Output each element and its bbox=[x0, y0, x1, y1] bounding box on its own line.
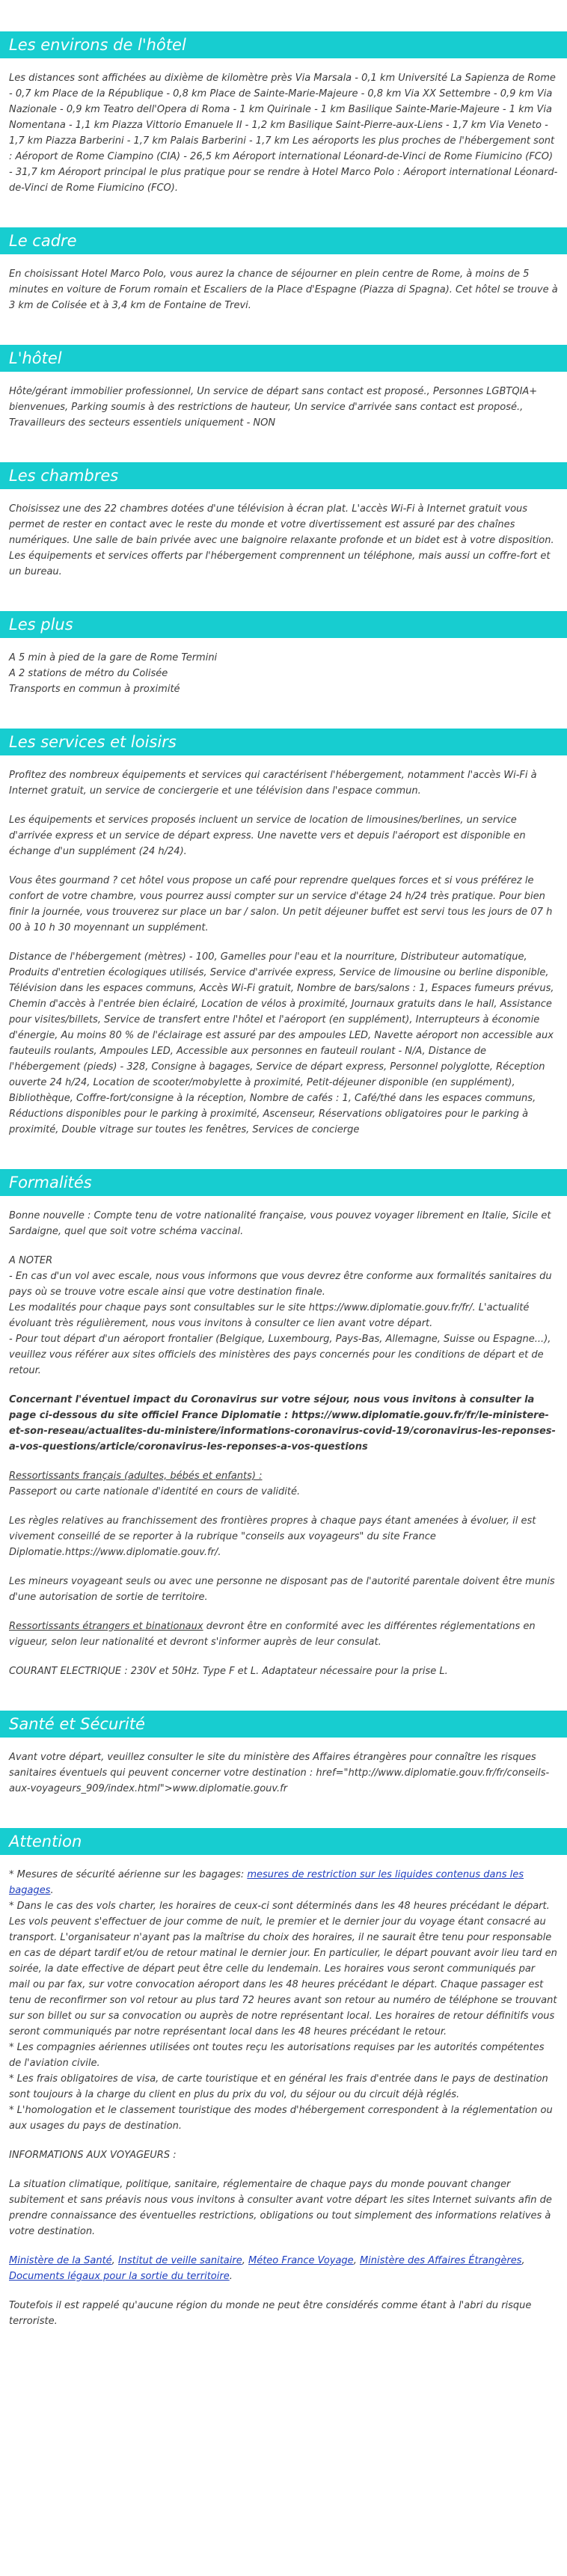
situation-notice: La situation climatique, politique, sanitaire, réglementaire de chaque pays du monde pouvant changer subitement et sans préavis nous vous invitons à consulter avant votre départ les sites Internet suivants afin de prendre connaissance des éventuelles restrictions, obligations ou tout simplement des informations relatives à votre destination. bbox=[9, 2179, 552, 2237]
useful-links bbox=[9, 2253, 558, 2284]
section-paragraph: En choisissant Hotel Marco Polo, vous aurez la chance de séjourner en plein centre de Rome, à moins de 5 minutes en voiture de Forum romain et Escaliers de la Place d'Espagne (Piazza di Spagna). Cet hôtel se trouve à 3 km de Colisée et à 3,4 km de Fontaine de Trevi. bbox=[9, 269, 558, 311]
ressortissants-francais-label: Ressortissants français (adultes, bébés et enfants) : bbox=[9, 1471, 263, 1482]
section-title: Les services et loisirs bbox=[0, 729, 567, 755]
note-line: - Pour tout départ d'un aéroport frontalier (Belgique, Luxembourg, Pays-Bas, Allemagne, Suisse ou Espagne...), veuillez vous référer aux sites officiels des ministères des pays concernés pour les conditions de départ et de retour. bbox=[9, 1334, 551, 1376]
courant-electrique: COURANT ELECTRIQUE : 230V et 50Hz. Type F et L. Adaptateur nécessaire pour la prise L. bbox=[9, 1666, 448, 1677]
bagages-notice bbox=[9, 1867, 558, 1898]
section-paragraph: Les équipements et services proposés incluent un service de location de limousines/berlines, un service d'arrivée express et un service de départ express. Une navette vers et depuis l'aéroport est disponible en échange d'un supplément (24 h/24). bbox=[9, 815, 526, 857]
section-attention bbox=[0, 1828, 567, 2329]
frais-notice: * Les frais obligatoires de visa, de carte touristique et en général les frais d'entrée dans le pays de destination sont toujours à la charge du client en plus du prix du vol, du séjour ou du circuit déjà réglés. bbox=[9, 2073, 548, 2100]
link-separator: , bbox=[521, 2255, 525, 2266]
link-ministere-sante[interactable]: Ministère de la Santé bbox=[9, 2255, 112, 2266]
bagages-link[interactable]: mesures de restriction sur les liquides contenus dans les bagages bbox=[9, 1869, 524, 1896]
section-paragraph: Profitez des nombreux équipements et services qui caractérisent l'hébergement, notamment l'accès Wi-Fi à Internet gratuit, un service de conciergerie et une télévision dans l'espace commun. bbox=[9, 770, 537, 797]
ressortissants-etrangers bbox=[9, 1619, 558, 1650]
bagages-prefix: * Mesures de sécurité aérienne sur les bagages: bbox=[9, 1869, 248, 1880]
section-paragraph: Hôte/gérant immobilier professionnel, Un service de départ sans contact est proposé., Personnes LGBTQIA+ bienvenues, Parking soumis à des restrictions de hauteur, Un service d'arrivée sans contact est proposé., Travailleurs des secteurs essentiels uniquement - NON bbox=[9, 386, 538, 429]
section-formalites bbox=[0, 1169, 567, 1679]
highlight-line: A 2 stations de métro du Colisée bbox=[9, 668, 168, 679]
section-title: Le cadre bbox=[0, 227, 567, 254]
section-services bbox=[0, 729, 567, 1138]
section-environs bbox=[0, 31, 567, 196]
bagages-suffix: . bbox=[50, 1885, 54, 1896]
section-title: Formalités bbox=[0, 1169, 567, 1196]
ressortissants-francais bbox=[9, 1468, 558, 1500]
sante-text: Avant votre départ, veuillez consulter le site du ministère des Affaires étrangères pour connaître les risques sanitaires éventuels qui peuvent concerner votre destination : href="http://www.diplomatie.gouv.fr/fr/conseils-aux-voyageurs_909/index.html">www.diplomatie.gouv.fr bbox=[9, 1752, 550, 1794]
section-paragraph: Les distances sont affichées au dixième de kilomètre près Via Marsala - 0,1 km Université La Sapienza de Rome - 0,7 km Place de la République - 0,8 km Place de Sainte-Marie-Majeure - 0,8 km Via XX Settembre - 0,9 km Via Nazionale - 0,9 km Teatro dell'Opera di Roma - 1 km Quirinale - 1 km Basilique Sainte-Marie-Majeure - 1 km Via Nomentana - 1,1 km Piazza Vittorio Emanuele II - 1,2 km Basilique Saint-Pierre-aux-Liens - 1,7 km Via Veneto - 1,7 km Piazza Barberini - 1,7 km Palais Barberini - 1,7 km Les aéroports les plus proches de l'hébergement sont : Aéroport de Rome Ciampino (CIA) - 26,5 km Aéroport international Léonard-de-Vinci de Rome Fiumicino (FCO) - 31,7 km Aéroport principal le plus pratique pour se rendre à Hotel Marco Polo : Aéroport international Léonard-de-Vinci de Rome Fiumicino (FCO). bbox=[9, 73, 558, 194]
homologation-notice: * L'homologation et le classement touristique des modes d'hébergement correspondent à la réglementation ou aux usages du pays de destination. bbox=[9, 2105, 553, 2132]
section-hotel bbox=[0, 345, 567, 431]
highlight-line: A 5 min à pied de la gare de Rome Termini bbox=[9, 652, 218, 663]
note-line: A NOTER bbox=[9, 1255, 53, 1266]
section-sante bbox=[0, 1711, 567, 1797]
link-veille-sanitaire[interactable]: Institut de veille sanitaire bbox=[117, 2255, 242, 2266]
ressortissants-francais-text: Passeport ou carte nationale d'identité en cours de validité. bbox=[9, 1486, 301, 1497]
link-separator: , bbox=[111, 2255, 118, 2266]
note-line: Les modalités pour chaque pays sont consultables sur le site https://www.diplomatie.gouv.fr/fr/. L'actualité évoluant très régulièrement, nous vous invitons à consulter ce lien avant votre départ. bbox=[9, 1302, 530, 1329]
link-meteo-france[interactable]: Méteo France Voyage bbox=[248, 2255, 354, 2266]
terrorisme-notice: Toutefois il est rappelé qu'aucune région du monde ne peut être considérés comme étant à l'abri du risque terroriste. bbox=[9, 2300, 532, 2327]
covid-notice: Concernant l'éventuel impact du Coronavirus sur votre séjour, nous vous invitons à consulter la page ci-dessous du site officiel France Diplomatie : https://www.diplomatie.gouv.fr/fr/le-ministere-et-son-reseau/actualites-du-ministere/informations-coronavirus-covid-19/coronavirus-les-reponses-a-vos-questions/article/coronavirus-les-reponses-a-vos-questions bbox=[9, 1394, 556, 1453]
note-line: - En cas d'un vol avec escale, nous vous informons que vous devrez être conforme aux formalités sanitaires du pays où se trouve votre escale ainsi que votre destination finale. bbox=[9, 1271, 552, 1298]
info-voyageurs-title: INFORMATIONS AUX VOYAGEURS : bbox=[9, 2150, 177, 2161]
section-title: Les environs de l'hôtel bbox=[0, 31, 567, 58]
mineurs-notice: Les mineurs voyageant seuls ou avec une personne ne disposant pas de l'autorité parentale doivent être munis d'une autorisation de sortie de territoire. bbox=[9, 1576, 555, 1603]
section-paragraph: Vous êtes gourmand ? cet hôtel vous propose un café pour reprendre quelques forces et si vous préférez le confort de votre chambre, vous pourrez aussi compter sur un service d'étage 24 h/24 très pratique. Pour bien finir la journée, vous trouverez sur place un bar / salon. Un petit déjeuner buffet est servi tous les jours de 07 h 00 à 10 h 30 moyennant un supplément. bbox=[9, 875, 553, 933]
section-chambres bbox=[0, 462, 567, 580]
compagnies-notice: * Les compagnies aériennes utilisées ont toutes reçu les autorisations requises par les autorités compétentes de l'aviation civile. bbox=[9, 2042, 545, 2069]
section-title: Santé et Sécurité bbox=[0, 1711, 567, 1738]
formalites-note bbox=[9, 1253, 558, 1379]
ressortissants-etrangers-text: devront être en conformité avec les différentes réglementations en vigueur, selon leur nationalité et devront s'informer auprès de leur consulat. bbox=[9, 1621, 536, 1648]
link-documents-legaux[interactable]: Documents légaux pour la sortie du territoire bbox=[9, 2271, 230, 2282]
section-title: Les plus bbox=[0, 611, 567, 638]
section-title: L'hôtel bbox=[0, 345, 567, 372]
link-separator: , bbox=[353, 2255, 360, 2266]
formalites-intro: Bonne nouvelle : Compte tenu de votre nationalité française, vous pouvez voyager librement en Italie, Sicile et Sardaigne, quel que soit votre schéma vaccinal. bbox=[9, 1210, 551, 1237]
section-plus bbox=[0, 611, 567, 697]
ressortissants-etrangers-label: Ressortissants étrangers et binationaux bbox=[9, 1621, 203, 1632]
section-title: Les chambres bbox=[0, 462, 567, 489]
link-affaires-etrangeres[interactable]: Ministère des Affaires Étrangères bbox=[359, 2255, 522, 2266]
link-separator: , bbox=[242, 2255, 248, 2266]
regles-frontieres: Les règles relatives au franchissement des frontières propres à chaque pays étant amenées à évoluer, il est vivement conseillé de se reporter à la rubrique "conseils aux voyageurs" du site France Diplomatie.https://www.diplomatie.gouv.fr/. bbox=[9, 1515, 536, 1558]
horaires-notice: * Dans le cas des vols charter, les horaires de ceux-ci sont déterminés dans les 48 heures précédant le départ. Les vols peuvent s'effectuer de jour comme de nuit, le premier et le dernier jour du voyage étant consacré au transport. L'organisateur n'ayant pas la maîtrise du choix des horaires, il ne saurait être tenu pour responsable en cas de départ tardif et/ou de retour matinal le dernier jour. En particulier, le départ pouvant avoir lieu tard en soirée, la date effective de départ peut être celle du lendemain. Les horaires vous seront communiqués par mail ou par fax, sur votre convocation aéroport dans les 48 heures précédant le départ. Chaque passager est tenu de reconfirmer son vol retour au plus tard 72 heures avant son retour au numéro de téléphone se trouvant sur son billet ou sur sa convocation ou auprès de notre représentant local. Les horaires de retour définitifs vous seront communiqués par notre représentant local dans les 48 heures précédant le retour. bbox=[9, 1901, 557, 2037]
section-title: Attention bbox=[0, 1828, 567, 1855]
section-paragraph: Distance de l'hébergement (mètres) - 100, Gamelles pour l'eau et la nourriture, Distributeur automatique, Produits d'entretien écologiques utilisés, Service d'arrivée express, Service de limousine ou berline disponible, Télévision dans les espaces communs, Accès Wi-Fi gratuit, Nombre de bars/salons : 1, Espaces fumeurs prévus, Chemin d'accès à l'entrée bien éclairé, Location de vélos à proximité, Journaux gratuits dans le hall, Assistance pour visites/billets, Service de transfert entre l'hôtel et l'aéroport (en supplément), Interrupteurs à économie d'énergie, Au moins 80 % de l'éclairage est assuré par des ampoules LED, Navette aéroport non accessible aux fauteuils roulants, Ampoules LED, Accessible aux personnes en fauteuil roulant - N/A, Distance de l'hébergement (pieds) - 328, Consigne à bagages, Service de départ express, Personnel polyglotte, Réception ouverte 24 h/24, Location de scooter/mobylette à proximité, Petit-déjeuner disponible (en supplément), Bibliothèque, Coffre-fort/consigne à la réception, Nombre de cafés : 1, Café/thé dans les espaces communs, Réductions disponibles pour le parking à proximité, Ascenseur, Réservations obligatoires pour le parking à proximité, Double vitrage sur toutes les fenêtres, Services de concierge bbox=[9, 951, 554, 1135]
section-cadre bbox=[0, 227, 567, 313]
section-paragraph: Choisissez une des 22 chambres dotées d'une télévision à écran plat. L'accès Wi-Fi à Internet gratuit vous permet de rester en contact avec le reste du monde et votre divertissement est assuré par des chaînes numériques. Une salle de bain privée avec une baignoire relaxante profonde et un bidet est à votre disposition. Les équipements et services offerts par l'hébergement comprennent un téléphone, mais aussi un coffre-fort et un bureau. bbox=[9, 503, 554, 577]
link-end: . bbox=[229, 2271, 233, 2282]
highlight-line: Transports en commun à proximité bbox=[9, 684, 180, 695]
